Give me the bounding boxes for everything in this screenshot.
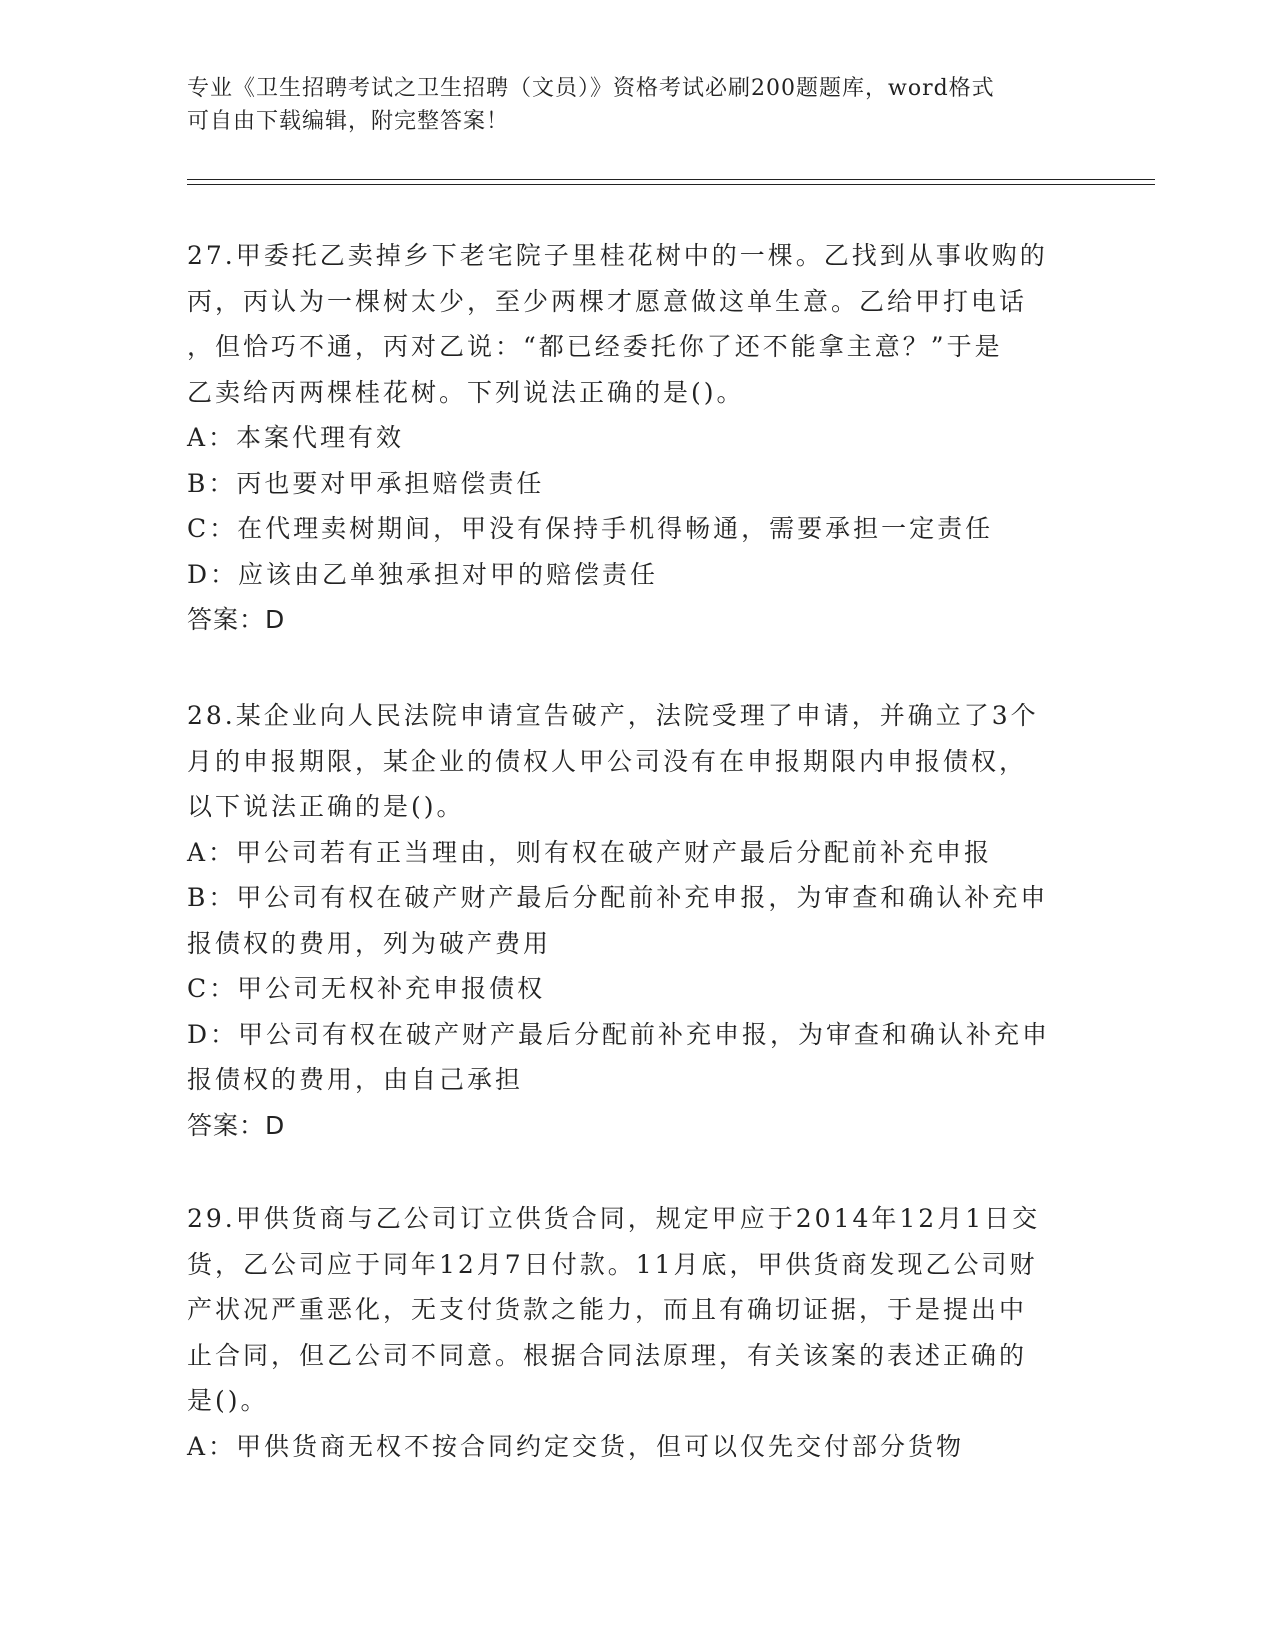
question-stem-line: 产状况严重恶化，无支付货款之能力，而且有确切证据，于是提出中 [187, 1295, 1028, 1324]
question-stem-line: 丙，丙认为一棵树太少，至少两棵才愿意做这单生意。乙给甲打电话 [187, 286, 1028, 316]
header-line: 可自由下载编辑，附完整答案！ [187, 109, 510, 134]
question-stem-line: 以下说法正确的是()。 [187, 792, 465, 821]
answer-line: 答案：D [187, 1110, 286, 1140]
question-stem-line: 29.甲供货商与乙公司订立供货合同，规定甲应于2014年12月1日交 [187, 1204, 1041, 1233]
question-29 [187, 1196, 1087, 1469]
option-a: A：甲供货商无权不按合同约定交货，但可以仅先交付部分货物 [187, 1431, 965, 1461]
question-stem-line: 28.某企业向人民法院申请宣告破产，法院受理了申请，并确立了3个 [187, 701, 1039, 730]
answer-line: 答案：D [187, 605, 286, 634]
question-stem-line: 27.甲委托乙卖掉乡下老宅院子里桂花树中的一棵。乙找到从事收购的 [187, 241, 1048, 270]
option-d-continued: 报债权的费用，由自己承担 [187, 1065, 524, 1094]
question-stem-line: 止合同，但乙公司不同意。根据合同法原理，有关该案的表述正确的 [187, 1340, 1028, 1370]
question-stem-line: 月的申报期限，某企业的债权人甲公司没有在申报期限内申报债权， [187, 746, 1028, 776]
option-d: D：应该由乙单独承担对甲的赔偿责任 [187, 559, 659, 589]
question-stem-line: 乙卖给丙两棵桂花树。下列说法正确的是()。 [187, 377, 745, 407]
header-line: 专业《卫生招聘考试之卫生招聘（文员）》资格考试必刷200题题库，word格式 [187, 76, 995, 101]
document-header [187, 72, 1087, 138]
question-stem-line: 是()。 [187, 1386, 269, 1415]
option-b: B：甲公司有权在破产财产最后分配前补充申报，为审查和确认补充申 [187, 883, 1049, 912]
option-a: A：本案代理有效 [187, 423, 405, 452]
option-a: A：甲公司若有正当理由，则有权在破产财产最后分配前补充申报 [187, 837, 993, 867]
question-27 [187, 233, 1087, 643]
question-28 [187, 693, 1087, 1148]
option-b-continued: 报债权的费用，列为破产费用 [187, 928, 552, 958]
header-divider [187, 179, 1155, 180]
header-divider [187, 184, 1155, 185]
option-d: D：甲公司有权在破产财产最后分配前补充申报，为审查和确认补充申 [187, 1019, 1051, 1049]
question-stem-line: 货，乙公司应于同年12月7日付款。11月底，甲供货商发现乙公司财 [187, 1249, 1038, 1279]
option-c: C：甲公司无权补充申报债权 [187, 974, 546, 1003]
option-c: C：在代理卖树期间，甲没有保持手机得畅通，需要承担一定责任 [187, 514, 994, 543]
question-stem-line: ，但恰巧不通，丙对乙说：“都已经委托你了还不能拿主意？”于是 [187, 332, 1003, 361]
option-b: B：丙也要对甲承担赔偿责任 [187, 468, 545, 498]
